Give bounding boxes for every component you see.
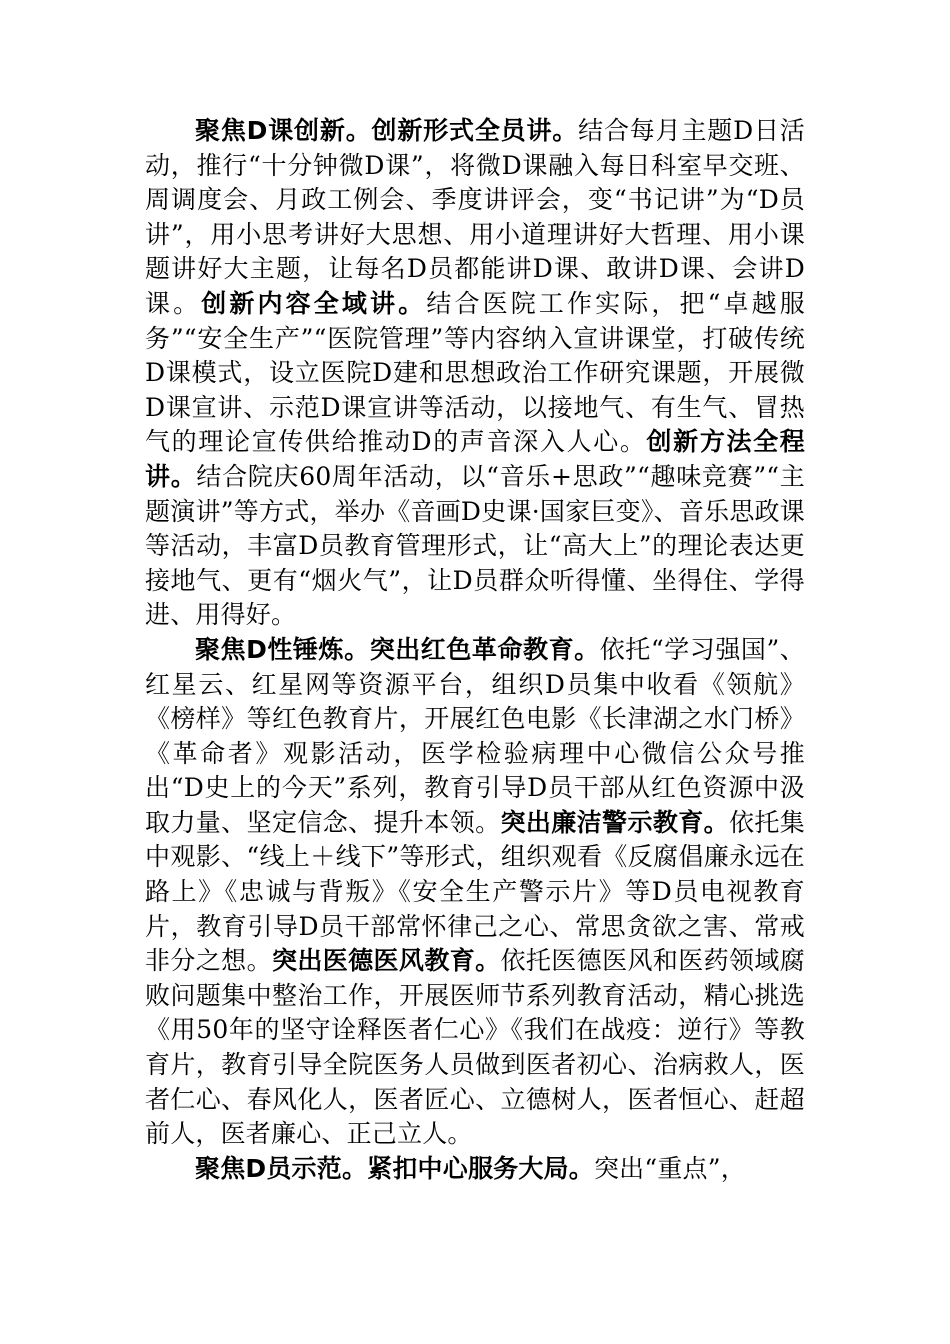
body-text: 依托集中观影、“线上＋线下”等形式，组织观看《反腐倡廉永远在路上》《忠诚与背叛》《安全生产警示片》等D员电视教育片，教育引导D员干部常怀律己之心、常思贪欲之害、常戒非分之想。 (145, 807, 805, 976)
subsection-heading: 突出医德医风教育。 (271, 946, 501, 976)
body-text: 依托医德医风和医药领域腐败问题集中整治工作，开展医师节系列教育活动，精心挑选《用50年的坚守诠释医者仁心》《我们在战疫：逆行》等教育片，教育引导全院医务人员做到医者初心、治病救人，医者仁心、春风化人，医者匠心、立德树人，医者恒心、赶超前人，医者廉心、正己立人。 (145, 946, 805, 1149)
section-heading: 聚焦D员示范。 (195, 1153, 368, 1183)
document-page (145, 114, 805, 1186)
section-heading: 聚焦D课创新。 (195, 116, 372, 145)
paragraph-yuan-shifan (145, 1152, 805, 1187)
body-text: 突出“重点”， (593, 1153, 746, 1183)
body-text: 依托“学习强国”、红星云、红星网等资源平台，组织D员集中收看《领航》《榜样》等红色教育片，开展红色电影《长津湖之水门桥》《革命者》观影活动，医学检验病理中心微信公众号推出“D史上的今天”系列，教育引导D员干部从红色资源中汲取力量、坚定信念、提升本领。 (145, 634, 805, 837)
subsection-heading: 创新形式全员讲。 (371, 116, 579, 145)
subsection-heading: 创新方法全程讲。 (145, 427, 805, 491)
body-text: 结合每月主题D日活动，推行“十分钟微D课”，将微D课融入每日科室早交班、周调度会、月政工例会、季度讲评会，变“书记讲”为“D员讲”，用小思考讲好大思想、用小道理讲好大哲理、用小课题讲好大主题，让每名D员都能讲D课、敢讲D课、会讲D课。 (145, 116, 805, 318)
paragraph-xing-duanlian (145, 633, 805, 1152)
subsection-heading: 紧扣中心服务大局。 (367, 1153, 594, 1183)
subsection-heading: 突出廉洁警示教育。 (500, 807, 730, 837)
paragraph-ke-chuangxin (145, 114, 805, 633)
section-heading: 聚焦D性锤炼。 (195, 634, 370, 664)
subsection-heading: 创新内容全域讲。 (201, 288, 427, 318)
body-text: 结合院庆60周年活动，以“音乐+思政”“趣味竞赛”“主题演讲”等方式，举办《音画D史课·国家巨变》、音乐思政课等活动，丰富D员教育管理形式，让“高大上”的理论表达更接地气、更有“烟火气”，让D员群众听得懂、坐得住、学得进、用得好。 (145, 461, 805, 630)
body-text: 结合医院工作实际，把“卓越服务”“安全生产”“医院管理”等内容纳入宣讲课堂，打破传统D课模式，设立医院D建和思想政治工作研究课题，开展微D课宣讲、示范D课宣讲等活动，以接地气、有生气、冒热气的理论宣传供给推动D的声音深入人心。 (145, 288, 805, 457)
subsection-heading: 突出红色革命教育。 (369, 634, 600, 664)
